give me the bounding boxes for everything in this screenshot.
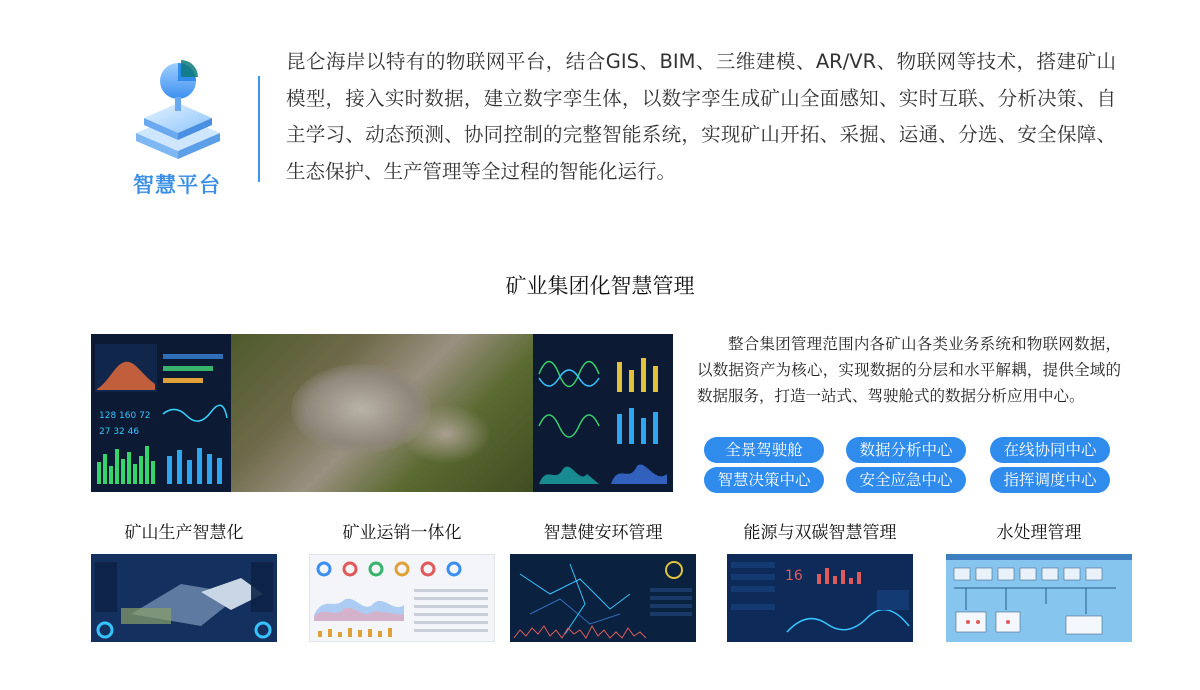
server-chart-icon bbox=[126, 55, 230, 165]
card-title: 能源与双碳智慧管理 bbox=[743, 523, 897, 543]
energy-dashboard-screenshot bbox=[727, 554, 913, 642]
svg-text:27 32 46: 27 32 46 bbox=[99, 427, 140, 437]
card-mine-production[interactable] bbox=[91, 520, 277, 546]
card-health-safety-env[interactable] bbox=[510, 520, 696, 546]
mine-aerial-map bbox=[231, 334, 533, 492]
intro-paragraph: 昆仑海岸以特有的物联网平台，结合GIS、BIM、三维建模、AR/VR、物联网等技术，搭建矿山模型，接入实时数据，建立数字孪生体，以数字孪生成矿山全面感知、实时互联、分析决策、自主学习、动态预测、协同控制的完整智能系统，实现矿山开拓、采掘、运通、分选、安全保障、生态保护、生产管理等全过程的智能化运行。 bbox=[286, 50, 1116, 183]
svg-text:128 160 72: 128 160 72 bbox=[99, 411, 151, 421]
tag-safety-emergency[interactable]: 安全应急中心 bbox=[846, 467, 966, 493]
dashboard-right-panel bbox=[533, 334, 673, 492]
divider-line bbox=[258, 76, 260, 182]
card-title: 水处理管理 bbox=[996, 523, 1082, 543]
section-title: 矿业集团化智慧管理 bbox=[505, 274, 695, 298]
production-3d-screenshot bbox=[91, 554, 277, 642]
tag-smart-decision[interactable]: 智慧决策中心 bbox=[704, 467, 824, 493]
card-title: 智慧健安环管理 bbox=[543, 523, 663, 543]
card-water-treatment[interactable] bbox=[946, 520, 1132, 546]
platform-logo bbox=[112, 55, 242, 205]
sales-dashboard-screenshot bbox=[309, 554, 495, 642]
tag-online-collaboration[interactable]: 在线协同中心 bbox=[990, 437, 1110, 463]
tag-data-analysis[interactable]: 数据分析中心 bbox=[846, 437, 966, 463]
card-energy-carbon[interactable] bbox=[727, 520, 913, 584]
svg-text:16: 16 bbox=[785, 568, 803, 584]
card-mining-sales[interactable] bbox=[309, 520, 495, 546]
section-description: 整合集团管理范围内各矿山各类业务系统和物联网数据，以数据资产为核心，实现数据的分层和水平解耦，提供全域的数据服务，打造一站式、驾驶舱式的数据分析应用中心。 bbox=[697, 335, 1121, 405]
water-process-screenshot bbox=[946, 554, 1132, 642]
card-title: 矿山生产智慧化 bbox=[124, 523, 244, 543]
tag-command-dispatch[interactable]: 指挥调度中心 bbox=[990, 467, 1110, 493]
card-title: 矿业运销一体化 bbox=[342, 523, 462, 543]
tag-panorama-cockpit[interactable]: 全景驾驶舱 bbox=[704, 437, 824, 463]
platform-title: 智慧平台 bbox=[133, 173, 221, 197]
dashboard-left-panel bbox=[91, 334, 231, 492]
mining-dashboard-screenshot bbox=[91, 334, 673, 492]
safety-map-screenshot bbox=[510, 554, 696, 642]
